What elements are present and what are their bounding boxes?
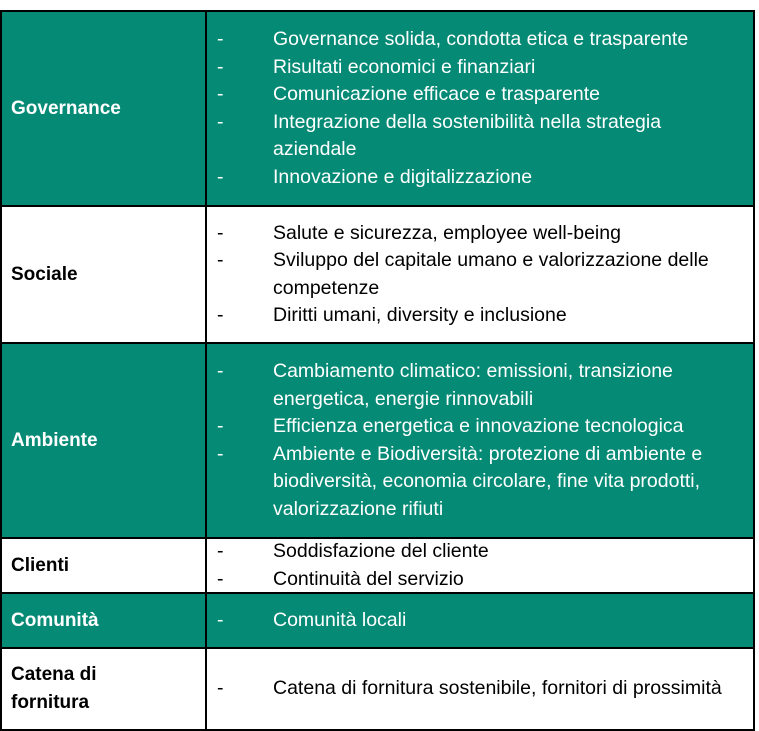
list-item: - Continuità del servizio bbox=[207, 566, 753, 594]
list-item: - Governance solida, condotta etica e trasparente bbox=[207, 26, 753, 54]
category-cell bbox=[2, 594, 207, 647]
bullet-dash: - bbox=[217, 415, 224, 437]
table-row-catena-di-fornitura bbox=[2, 649, 755, 731]
category-cell bbox=[2, 344, 207, 537]
items-cell bbox=[207, 207, 755, 342]
list-item: - Sviluppo del capitale umano e valorizzazione delle competenze bbox=[207, 247, 753, 302]
table-row-sociale bbox=[2, 207, 755, 344]
category-label: Ambiente bbox=[11, 429, 98, 451]
bullet-dash: - bbox=[217, 110, 224, 133]
materiality-table bbox=[0, 10, 755, 731]
category-label: Governance bbox=[11, 97, 121, 119]
category-label: Catena di fornitura bbox=[11, 664, 97, 713]
list-item: - Catena di fornitura sostenibile, fornitori di prossimità bbox=[207, 675, 753, 703]
bullet-dash: - bbox=[217, 567, 224, 590]
items-cell bbox=[207, 539, 755, 592]
list-item: - Comunità locali bbox=[207, 607, 753, 635]
bullet-dash: - bbox=[217, 28, 224, 50]
list-item: - Integrazione della sostenibilità nella strategia aziendale bbox=[207, 109, 753, 164]
list-item: - Risultati economici e finanziari bbox=[207, 54, 753, 82]
bullet-dash: - bbox=[217, 221, 224, 244]
bullet-dash: - bbox=[217, 55, 224, 78]
list-item: - Diritti umani, diversity e inclusione bbox=[207, 302, 753, 330]
bullet-dash: - bbox=[217, 608, 224, 631]
items-cell bbox=[207, 344, 755, 537]
bullet-dash: - bbox=[217, 304, 224, 326]
list-item: - Efficienza energetica e innovazione tecnologica bbox=[207, 413, 753, 441]
bullet-dash: - bbox=[217, 249, 224, 271]
items-cell bbox=[207, 594, 755, 647]
bullet-dash: - bbox=[217, 442, 224, 465]
table-row-governance bbox=[2, 12, 755, 207]
table-row-clienti bbox=[2, 539, 755, 594]
bullet-dash: - bbox=[217, 165, 224, 188]
category-cell bbox=[2, 207, 207, 342]
items-cell bbox=[207, 649, 755, 729]
category-label: Sociale bbox=[11, 263, 78, 285]
list-item: - Cambiamento climatico: emissioni, transizione energetica, energie rinnovabili bbox=[207, 358, 753, 413]
bullet-dash: - bbox=[217, 83, 224, 105]
bullet-dash: - bbox=[217, 540, 224, 562]
table-row-ambiente bbox=[2, 344, 755, 539]
category-cell bbox=[2, 12, 207, 205]
table-row-comunita bbox=[2, 594, 755, 649]
items-cell bbox=[207, 12, 755, 205]
list-item: - Salute e sicurezza, employee well-being bbox=[207, 220, 753, 248]
bullet-dash: - bbox=[217, 677, 224, 700]
list-item: - Ambiente e Biodiversità: protezione di ambiente e biodiversità, economia circolare, fine vita prodotti, valorizzazione rifiuti bbox=[207, 441, 753, 524]
category-label: Clienti bbox=[11, 554, 70, 576]
bullet-dash: - bbox=[217, 360, 224, 382]
category-cell bbox=[2, 539, 207, 592]
list-item: - Soddisfazione del cliente bbox=[207, 538, 753, 566]
category-cell bbox=[2, 649, 207, 729]
list-item: - Innovazione e digitalizzazione bbox=[207, 164, 753, 192]
category-label: Comunità bbox=[11, 609, 99, 631]
list-item: - Comunicazione efficace e trasparente bbox=[207, 81, 753, 109]
